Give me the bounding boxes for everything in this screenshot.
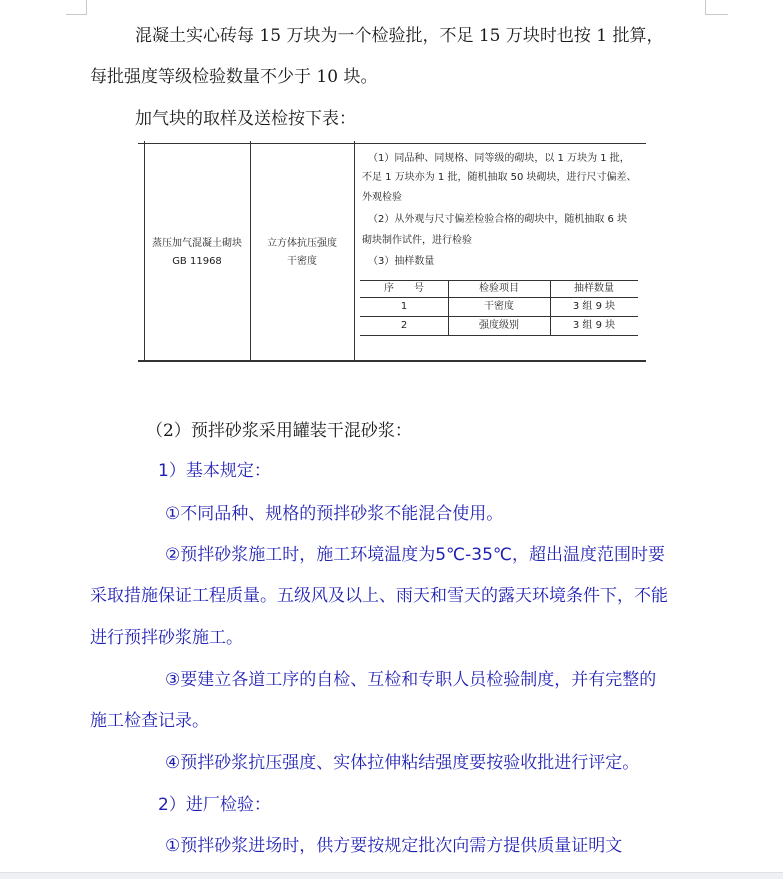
table-rule-line: 不足 1 万块亦为 1 批，随机抽取 50 块砌块，进行尺寸偏差、 — [362, 172, 637, 183]
subtable-header: 抽样数量 — [574, 283, 614, 294]
subtable-cell: 2 — [400, 320, 408, 331]
crop-mark-top-right — [705, 0, 728, 15]
list-item: ②预拌砂浆施工时，施工环境温度为5℃-35℃，超出温度范围时要 — [165, 545, 666, 565]
list-item-continued: 施工检查记录。 — [90, 711, 209, 731]
table-cell-item: 干密度 — [287, 256, 317, 267]
list-item: ①不同品种、规格的预拌砂浆不能混合使用。 — [165, 504, 504, 524]
subtable-cell: 3 组 9 块 — [572, 320, 616, 331]
sampling-table — [138, 141, 646, 363]
subtable-cell: 3 组 9 块 — [572, 301, 616, 312]
table-rule-line: （1）同品种、同规格、同等级的砌块，以 1 万块为 1 批， — [368, 153, 630, 164]
table-rule-line: （3）抽样数量 — [368, 256, 435, 267]
paragraph-line: 每批强度等级检验数量不少于 10 块。 — [90, 67, 378, 87]
list-item: ①预拌砂浆进场时，供方要按规定批次向需方提供质量证明文 — [165, 836, 623, 856]
paragraph-line: 加气块的取样及送检按下表： — [135, 109, 356, 129]
subtable-cell: 强度级别 — [479, 320, 519, 331]
table-rule-line: 外观检验 — [362, 192, 402, 203]
list-item-continued: 采取措施保证工程质量。五级风及以上、雨天和雪天的露天环境条件下，不能 — [90, 586, 668, 606]
subtable-cell: 干密度 — [484, 301, 514, 312]
subtable-header: 序 号 — [384, 283, 424, 294]
list-item: ④预拌砂浆抗压强度、实体拉伸粘结强度要按验收批进行评定。 — [165, 753, 640, 773]
section-heading: （2）预拌砂浆采用罐装干混砂浆： — [146, 421, 412, 441]
subsection-heading: 1）基本规定： — [158, 461, 271, 481]
table-cell-item: 立方体抗压强度 — [267, 238, 337, 249]
table-rule-line: （2）从外观与尺寸偏差检验合格的砌块中，随机抽取 6 块 — [368, 214, 628, 225]
crop-mark-top-left — [66, 0, 87, 15]
paragraph-line: 混凝土实心砖每 15 万块为一个检验批，不足 15 万块时也按 1 批算， — [135, 26, 664, 46]
table-rule-line: 砌块制作试件，进行检验 — [362, 235, 472, 246]
table-cell-material: 蒸压加气混凝土砌块 — [152, 238, 242, 249]
subtable-header: 检验项目 — [479, 283, 519, 294]
subtable-cell: 1 — [400, 301, 408, 312]
table-cell-standard: GB 11968 — [172, 256, 222, 267]
subsection-heading: 2）进厂检验： — [158, 795, 271, 815]
list-item-continued: 进行预拌砂浆施工。 — [90, 628, 243, 648]
list-item: ③要建立各道工序的自检、互检和专职人员检验制度，并有完整的 — [165, 670, 657, 690]
